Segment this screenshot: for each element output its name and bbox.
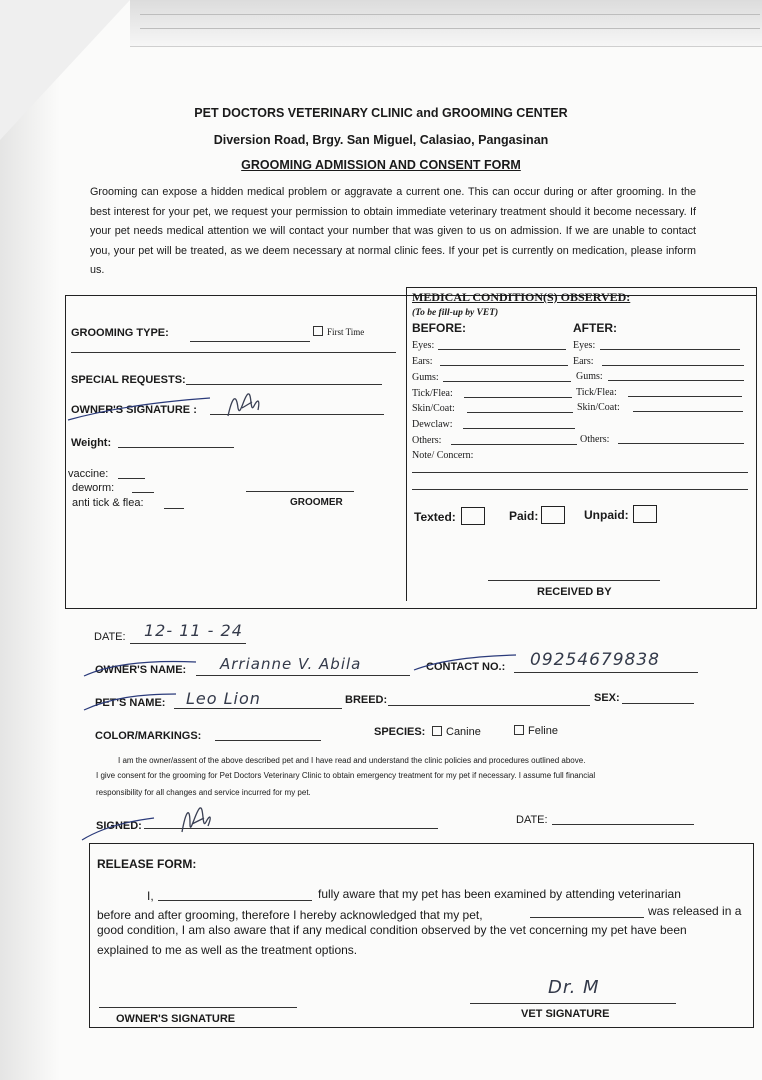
- grooming-type-label: GROOMING TYPE:: [71, 327, 169, 339]
- anti-tick-line[interactable]: [164, 508, 184, 509]
- received-by-label: RECEIVED BY: [537, 586, 612, 598]
- consent-line-2: I give consent for the grooming for Pet Doctors Veterinary Clinic to obtain emergency treatment for my pet if necessary. I assume full financial: [96, 771, 596, 780]
- feline-option[interactable]: [514, 725, 558, 737]
- before-ears-line[interactable]: [440, 365, 568, 366]
- after-tickflea-line[interactable]: [628, 396, 742, 397]
- grooming-type-line-2[interactable]: [71, 352, 396, 353]
- after-gums-label: Gums:: [576, 371, 603, 382]
- before-tickflea-label: Tick/Flea:: [412, 388, 453, 399]
- contact-value[interactable]: 09254679838: [530, 650, 660, 670]
- breed-line[interactable]: [388, 705, 590, 706]
- sex-line[interactable]: [622, 703, 694, 704]
- species-label: SPECIES:: [374, 726, 426, 738]
- release-owner-name-line[interactable]: [158, 900, 312, 901]
- weight-label: Weight:: [71, 437, 112, 449]
- deworm-label: deworm:: [72, 482, 115, 494]
- before-label: BEFORE:: [412, 321, 466, 335]
- owner-signature-line[interactable]: [99, 1007, 297, 1008]
- groomer-label: GROOMER: [290, 497, 343, 508]
- check-mark-icon: [410, 652, 520, 672]
- special-requests-label: SPECIAL REQUESTS:: [71, 374, 186, 386]
- fold-line: [140, 28, 760, 29]
- color-markings-label: COLOR/MARKINGS:: [95, 730, 202, 742]
- before-eyes-line[interactable]: [438, 349, 566, 350]
- special-requests-line[interactable]: [186, 384, 382, 385]
- received-by-line[interactable]: [488, 580, 660, 581]
- checkbox-icon: [514, 725, 524, 735]
- color-markings-line[interactable]: [215, 740, 321, 741]
- canine-option[interactable]: [432, 726, 481, 738]
- feline-label: Feline: [528, 725, 558, 737]
- date-line[interactable]: [130, 643, 246, 644]
- before-tickflea-line[interactable]: [464, 397, 572, 398]
- vaccine-label: vaccine:: [68, 468, 109, 480]
- before-skincoat-label: Skin/Coat:: [412, 403, 455, 414]
- date-label: DATE:: [94, 631, 126, 643]
- breed-label: BREED:: [345, 694, 388, 706]
- canine-label: Canine: [446, 726, 481, 738]
- owner-signature-label: OWNER'S SIGNATURE: [116, 1013, 236, 1025]
- grooming-type-line[interactable]: [190, 341, 310, 342]
- release-line-2-b: was released in a: [648, 904, 742, 918]
- contact-label: CONTACT NO.:: [426, 661, 506, 673]
- first-time-label: First Time: [327, 327, 365, 337]
- after-ears-label: Ears:: [573, 356, 594, 367]
- signed-signature-scribble: [176, 802, 216, 840]
- release-line-1-b: fully aware that my pet has been examined by attending veterinarian: [318, 887, 681, 901]
- vet-signature-line[interactable]: [470, 1003, 676, 1004]
- paid-checkbox[interactable]: [541, 506, 565, 524]
- check-mark-icon: [78, 812, 158, 842]
- after-label: AFTER:: [573, 321, 617, 335]
- before-ears-label: Ears:: [412, 356, 433, 367]
- date-value[interactable]: 12- 11 - 24: [144, 621, 243, 640]
- checkbox-icon: [432, 726, 442, 736]
- consent-line-1: I am the owner/assent of the above described pet and I have read and understand the clinic policies and procedures outlined above.: [118, 756, 586, 765]
- vet-signature-value: Dr. M: [548, 977, 600, 998]
- release-line-3: good condition, I am also aware that if any medical condition observed by the vet concerning my pet have been: [97, 923, 687, 937]
- weight-line[interactable]: [118, 447, 234, 448]
- first-time-checkbox[interactable]: [313, 326, 364, 337]
- pet-name-label: PET'S NAME:: [95, 697, 166, 709]
- after-eyes-label: Eyes:: [573, 340, 596, 351]
- consent-line-3: responsibility for all changes and service incurred for my pet.: [96, 788, 311, 797]
- medical-title: MEDICAL CONDITION(S) OBSERVED:: [412, 290, 631, 304]
- after-others-label: Others:: [580, 434, 610, 445]
- after-others-line[interactable]: [618, 443, 744, 444]
- after-ears-line[interactable]: [602, 365, 744, 366]
- anti-tick-label: anti tick & flea:: [72, 497, 144, 509]
- sex-label: SEX:: [594, 692, 620, 704]
- note-line-2[interactable]: [412, 489, 748, 490]
- note-line-1[interactable]: [412, 472, 748, 473]
- consent-date-label: DATE:: [516, 814, 548, 826]
- medical-subtitle: (To be fill-up by VET): [412, 308, 499, 318]
- check-mark-icon: [64, 396, 214, 426]
- signed-label: SIGNED:: [96, 820, 142, 832]
- owner-name-label: OWNER'S NAME:: [95, 664, 187, 676]
- before-gums-label: Gums:: [412, 372, 439, 383]
- pet-name-value[interactable]: Leo Lion: [186, 689, 261, 708]
- note-label: Note/ Concern:: [412, 450, 474, 461]
- owner-signature-scribble: [222, 388, 266, 424]
- before-gums-line[interactable]: [443, 381, 571, 382]
- texted-label: Texted:: [414, 510, 456, 524]
- owners-signature-label: OWNER'S SIGNATURE :: [71, 404, 197, 416]
- before-eyes-label: Eyes:: [412, 340, 435, 351]
- texted-checkbox[interactable]: [461, 507, 485, 525]
- dewclaw-line[interactable]: [463, 428, 575, 429]
- before-others-line[interactable]: [451, 444, 577, 445]
- form-title: GROOMING ADMISSION AND CONSENT FORM: [241, 158, 521, 172]
- paper-fold: [130, 0, 762, 47]
- release-line-4: explained to me as well as the treatment options.: [97, 943, 358, 957]
- after-skincoat-line[interactable]: [633, 411, 743, 412]
- before-skincoat-line[interactable]: [467, 412, 573, 413]
- release-line-2-a: before and after grooming, therefore I hereby acknowledged that my pet,: [97, 908, 483, 922]
- fold-line: [140, 14, 760, 15]
- checkbox-icon: [313, 326, 323, 336]
- after-tickflea-label: Tick/Flea:: [576, 387, 617, 398]
- release-pet-name-line[interactable]: [530, 917, 644, 918]
- release-title: RELEASE FORM:: [97, 857, 197, 871]
- groomer-line[interactable]: [246, 491, 354, 492]
- deworm-line[interactable]: [132, 492, 154, 493]
- before-others-label: Others:: [412, 435, 442, 446]
- unpaid-label: Unpaid:: [584, 508, 629, 522]
- clinic-address: Diversion Road, Brgy. San Miguel, Calasiao, Pangasinan: [213, 133, 549, 147]
- dewclaw-label: Dewclaw:: [412, 419, 453, 430]
- clinic-name: PET DOCTORS VETERINARY CLINIC and GROOMING CENTER: [194, 106, 568, 120]
- paid-label: Paid:: [509, 509, 539, 523]
- after-gums-line[interactable]: [608, 380, 744, 381]
- vaccine-line[interactable]: [118, 478, 145, 479]
- unpaid-checkbox[interactable]: [633, 505, 657, 523]
- after-eyes-line[interactable]: [600, 349, 740, 350]
- check-mark-icon: [80, 690, 180, 712]
- owner-name-line[interactable]: [196, 675, 410, 676]
- release-line-1-a: I,: [147, 889, 154, 903]
- intro-paragraph: Grooming can expose a hidden medical problem or aggravate a current one. This can occur during or after grooming. In the best interest for your pet, we request your permission to obtain immediate veterinary treatment should it become necessary. If your pet needs medical attention we will contact your number that was given to us on admission. If we are unable to contact you, your pet will be treated, as we deem necessary at normal clinic fees. If your pet is currently on medication, please inform us.: [90, 186, 696, 276]
- owner-name-value[interactable]: Arrianne V. Abila: [220, 655, 362, 673]
- consent-date-line[interactable]: [552, 824, 694, 825]
- contact-line[interactable]: [514, 672, 698, 673]
- check-mark-icon: [80, 656, 200, 678]
- pet-name-line[interactable]: [174, 708, 342, 709]
- vet-signature-label: VET SIGNATURE: [521, 1008, 610, 1020]
- after-skincoat-label: Skin/Coat:: [577, 402, 620, 413]
